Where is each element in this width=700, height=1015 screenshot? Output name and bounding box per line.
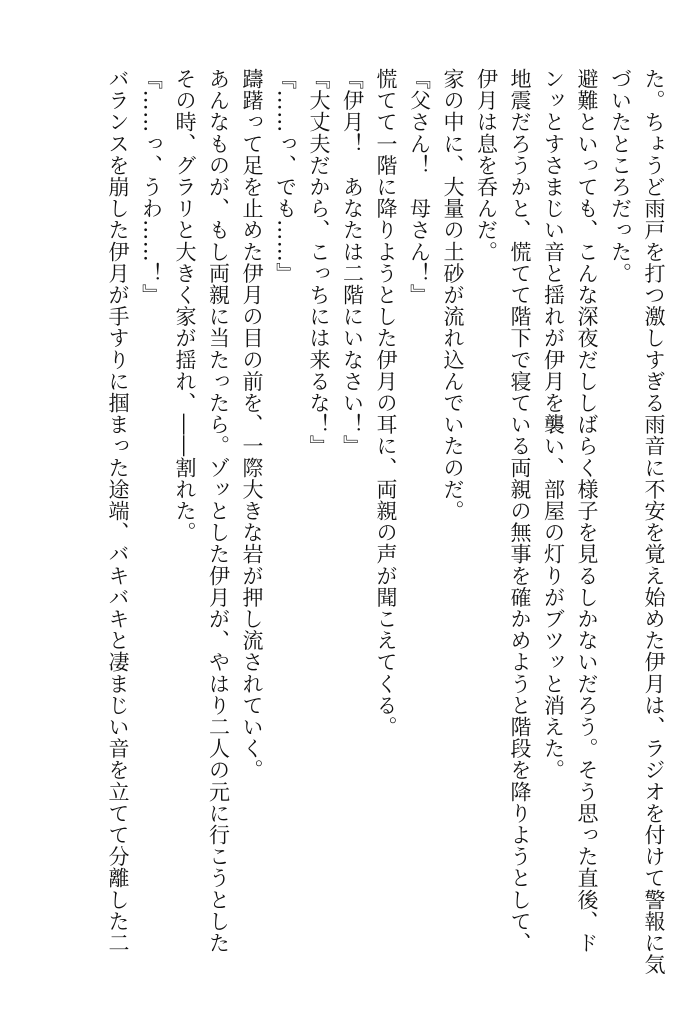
- text-line: ンッとすさまじい音と揺れが伊月を襲い、部屋の灯りがブツッと消えた。: [541, 68, 566, 781]
- text-line: 『伊月！ あなたは二階にいなさい！』: [340, 68, 365, 457]
- text-line: 地震だろうかと、慌てて階下で寝ている両親の無事を確かめようと階段を降りようとして、: [508, 68, 532, 954]
- text-line: 『……っ、でも……』: [273, 68, 298, 284]
- text-line: 伊月は息を呑んだ。: [474, 68, 499, 263]
- text-line: あんなものが、もし両親に当たったら。ゾッとした伊月が、やはり二人の元に行こうとした: [206, 68, 231, 954]
- vertical-text-body: [101, 68, 671, 976]
- text-line: その時、グラリと大きく家が揺れ、――割れた。: [173, 68, 197, 544]
- text-line: 家の中に、大量の土砂が流れ込んでいたのだ。: [441, 68, 465, 522]
- text-line: づいたところだった。: [608, 68, 633, 284]
- text-line: バランスを崩した伊月が手すりに掴まった途端、バキバキと凄まじい音を立てて分離した二: [106, 68, 130, 954]
- text-line: 『父さん！ 母さん！』: [407, 68, 432, 306]
- text-line: 躊躇って足を止めた伊月の目の前を、一際大きな岩が押し流されていく。: [240, 68, 264, 781]
- text-line: 『……っ、うわ……！』: [139, 68, 164, 306]
- text-line: た。ちょうど雨戸を打つ激しすぎる雨音に不安を覚え始めた伊月は、ラジオを付けて警報に気: [642, 68, 666, 976]
- text-line: 『大丈夫だから、こっちには来るな！』: [307, 68, 331, 457]
- text-line: 慌てて一階に降りようとした伊月の耳に、両親の声が聞こえてくる。: [374, 68, 398, 738]
- text-line: 避難といっても、こんな深夜だししばらく様子を見るしかないだろう。そう思った直後、ド: [575, 68, 599, 954]
